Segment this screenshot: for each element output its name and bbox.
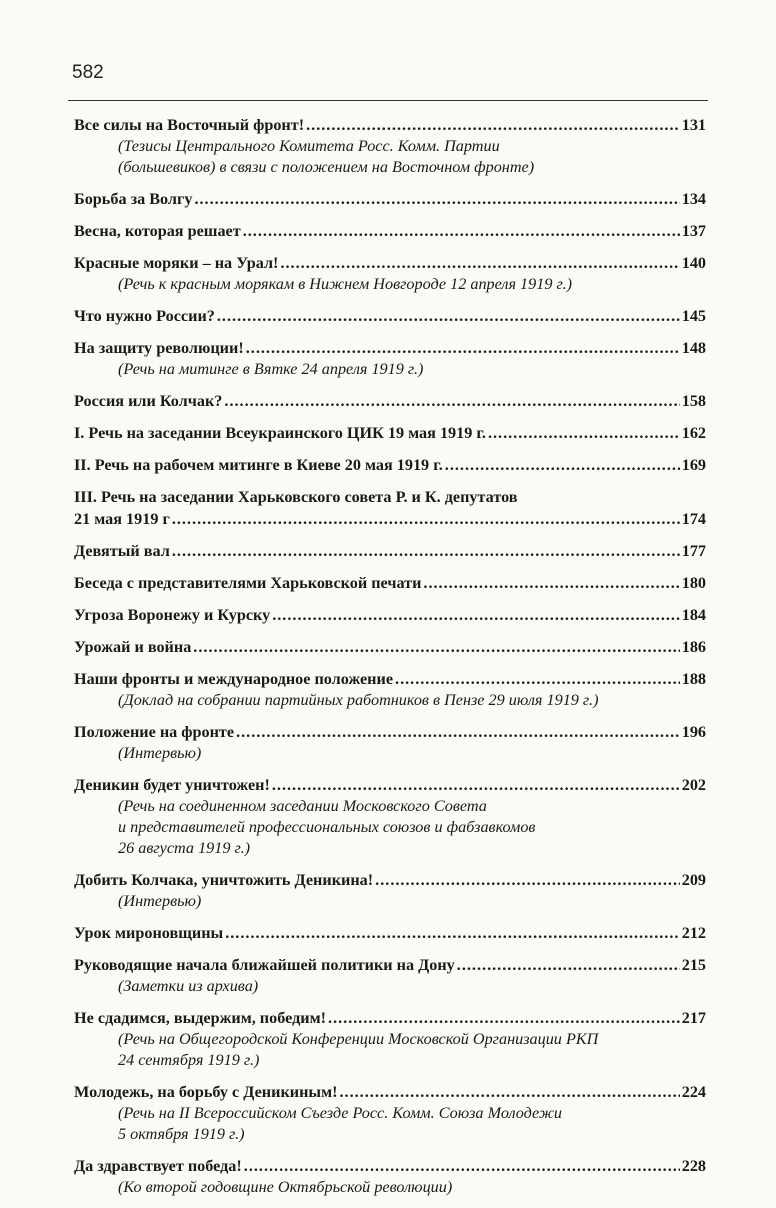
toc-entry <box>74 305 706 327</box>
toc-entry-description-line: (большевиков) в связи с положением на Восточном фронте) <box>118 158 535 176</box>
toc-entry <box>74 1155 706 1198</box>
dot-leader <box>217 305 680 327</box>
toc-entry-page: 202 <box>681 776 706 794</box>
toc-entry <box>74 454 706 476</box>
toc-entry-line <box>74 604 706 626</box>
toc-entry-description-line: (Доклад на собрании партийных работников в Пензе 29 июля 1919 г.) <box>118 691 599 709</box>
dot-leader <box>272 774 680 796</box>
toc-entry-description-line: (Интервью) <box>118 744 202 762</box>
toc-entry-title-line: III. Речь на заседании Харьковского совета Р. и К. депутатов <box>74 488 518 506</box>
toc-entry-title: II. Речь на рабочем митинге в Киеве 20 мая 1919 г. <box>74 456 443 474</box>
dot-leader <box>328 1007 680 1029</box>
toc-entry <box>74 721 706 764</box>
toc-entry-description <box>74 1177 706 1198</box>
toc-entry <box>74 337 706 380</box>
toc-entry <box>74 252 706 295</box>
toc-entry-page: 224 <box>681 1083 706 1101</box>
toc-entry-page: 196 <box>681 723 706 741</box>
toc-entry-line <box>74 869 706 891</box>
header-rule <box>68 100 708 101</box>
toc-entry-line <box>74 922 706 944</box>
toc-entry-line <box>74 188 706 210</box>
toc-entry-description-line: (Интервью) <box>118 892 202 910</box>
toc-entry-page: 145 <box>681 307 706 325</box>
dot-leader <box>172 540 680 562</box>
toc-entry-description <box>74 1103 706 1145</box>
dot-leader <box>423 572 679 594</box>
toc-entry-description <box>74 796 706 859</box>
dot-leader <box>246 337 680 359</box>
toc-entry-description-line: 5 октября 1919 г.) <box>118 1125 245 1143</box>
dot-leader <box>272 604 680 626</box>
toc-entry-title: Все силы на Восточный фронт! <box>74 116 305 134</box>
toc-entry <box>74 1081 706 1145</box>
toc-entry-line <box>74 454 706 476</box>
toc-entry-description <box>74 274 706 295</box>
toc-entry <box>74 220 706 242</box>
toc-entry <box>74 604 706 626</box>
toc-entry-page: 140 <box>681 254 706 272</box>
toc-entry-page: 228 <box>681 1157 706 1175</box>
toc-entry-page: 131 <box>681 116 706 134</box>
toc-entry-title: 21 мая 1919 г <box>74 510 170 528</box>
toc-entry-description <box>74 359 706 380</box>
dot-leader <box>236 721 680 743</box>
toc-entry <box>74 188 706 210</box>
toc-entry-page: 158 <box>681 392 706 410</box>
toc-entry <box>74 636 706 658</box>
toc-entry-line <box>74 572 706 594</box>
toc-entry-title: На защиту революции! <box>74 339 244 357</box>
toc-entry-line <box>74 220 706 242</box>
toc-entry-page: 148 <box>681 339 706 357</box>
dot-leader <box>193 636 679 658</box>
dot-leader <box>339 1081 679 1103</box>
toc-entry-page: 188 <box>681 670 706 688</box>
toc-entry-line <box>74 114 706 136</box>
toc-entry-description <box>74 690 706 711</box>
toc-entry-line <box>74 540 706 562</box>
dot-leader <box>488 422 680 444</box>
toc-entry-line <box>74 1007 706 1029</box>
dot-leader <box>280 252 679 274</box>
toc-entry-title: Добить Колчака, уничтожить Деникина! <box>74 871 374 889</box>
toc-entry-line <box>74 390 706 412</box>
dot-leader <box>194 188 679 210</box>
dot-leader <box>375 869 680 891</box>
toc-entry-line <box>74 721 706 743</box>
toc-entry <box>74 869 706 912</box>
toc-entry-description-line: (Речь на II Всероссийском Съезде Росс. Комм. Союза Молодежи <box>118 1104 562 1122</box>
toc-entry-line <box>74 1155 706 1177</box>
toc-entry-title: Россия или Колчак? <box>74 392 223 410</box>
dot-leader <box>172 508 680 530</box>
toc-entry-description-line: 26 августа 1919 г.) <box>118 839 251 857</box>
toc-entry <box>74 486 706 530</box>
toc-entry-description-line: (Речь на соединенном заседании Московского Совета <box>118 797 487 815</box>
toc-entry-line <box>74 305 706 327</box>
toc-entry-page: 209 <box>681 871 706 889</box>
toc-entry-description-line: и представителей профессиональных союзов и фабзавкомов <box>118 818 536 836</box>
toc-entry-page: 212 <box>681 924 706 942</box>
page-number: 582 <box>72 62 104 83</box>
toc-entry-title: Борьба за Волгу <box>74 190 193 208</box>
toc-entry-line <box>74 1081 706 1103</box>
toc-entry-line <box>74 422 706 444</box>
toc-entry <box>74 1007 706 1071</box>
toc-entry-title: Наши фронты и международное положение <box>74 670 394 688</box>
toc-entry <box>74 114 706 178</box>
dot-leader <box>224 390 679 412</box>
toc-entry-description-line: (Речь на митинге в Вятке 24 апреля 1919 г.) <box>118 360 424 378</box>
toc-entry-description <box>74 1029 706 1071</box>
toc-entry-title: Что нужно России? <box>74 307 215 325</box>
dot-leader <box>225 922 680 944</box>
toc-entry-title: Не сдадимся, выдержим, победим! <box>74 1009 327 1027</box>
toc-entry-page: 180 <box>681 574 706 592</box>
dot-leader <box>306 114 680 136</box>
toc-entry-description <box>74 743 706 764</box>
toc-entry-description-line: (Речь к красным морякам в Нижнем Новгороде 12 апреля 1919 г.) <box>118 275 573 293</box>
toc-entry-description-line: (Тезисы Центрального Комитета Росс. Комм. Партии <box>118 137 500 155</box>
toc-entry-line <box>74 636 706 658</box>
toc-entry-line <box>74 508 706 530</box>
table-of-contents <box>74 114 706 1208</box>
dot-leader <box>244 1155 680 1177</box>
toc-entry <box>74 422 706 444</box>
toc-entry-page: 186 <box>681 638 706 656</box>
toc-entry-description <box>74 976 706 997</box>
toc-entry-page: 177 <box>681 542 706 560</box>
toc-entry-title: Урожай и война <box>74 638 192 656</box>
dot-leader <box>445 454 680 476</box>
toc-entry-line <box>74 954 706 976</box>
toc-entry-description <box>74 136 706 178</box>
toc-entry <box>74 390 706 412</box>
toc-entry-title: Беседа с представителями Харьковской печати <box>74 574 422 592</box>
toc-entry <box>74 572 706 594</box>
dot-leader <box>243 220 680 242</box>
toc-entry-line <box>74 774 706 796</box>
toc-entry-line <box>74 668 706 690</box>
toc-entry <box>74 540 706 562</box>
toc-entry-description-line: (Ко второй годовщине Октябрьской революции) <box>118 1178 453 1196</box>
toc-entry-description-line: (Речь на Общегородской Конференции Московской Организации РКП <box>118 1030 599 1048</box>
toc-entry-page: 134 <box>681 190 706 208</box>
toc-entry-title: Угроза Воронежу и Курску <box>74 606 271 624</box>
toc-entry-page: 162 <box>681 424 706 442</box>
toc-entry-line <box>74 252 706 274</box>
toc-entry-page: 184 <box>681 606 706 624</box>
toc-entry <box>74 922 706 944</box>
toc-entry-page: 174 <box>681 510 706 528</box>
toc-entry-description-line: 24 сентября 1919 г.) <box>118 1051 260 1069</box>
toc-entry <box>74 668 706 711</box>
dot-leader <box>395 668 680 690</box>
toc-entry-page: 215 <box>681 956 706 974</box>
toc-entry-title: Деникин будет уничтожен! <box>74 776 270 794</box>
toc-entry-title: Положение на фронте <box>74 723 235 741</box>
toc-entry-description-line: (Заметки из архива) <box>118 977 259 995</box>
toc-entry-line <box>74 337 706 359</box>
toc-entry-title: Руководящие начала ближайшей политики на Дону <box>74 956 455 974</box>
toc-entry-page: 137 <box>681 222 706 240</box>
toc-entry-title: I. Речь на заседании Всеукраинского ЦИК 19 мая 1919 г. <box>74 424 486 442</box>
toc-entry-title: Молодежь, на борьбу с Деникиным! <box>74 1083 338 1101</box>
toc-entry-page: 169 <box>681 456 706 474</box>
toc-entry-title: Весна, которая решает <box>74 222 241 240</box>
toc-entry-title: Девятый вал <box>74 542 170 560</box>
toc-entry <box>74 774 706 859</box>
toc-entry-page: 217 <box>681 1009 706 1027</box>
toc-entry-title: Да здравствует победа! <box>74 1157 242 1175</box>
toc-entry-title: Красные моряки – на Урал! <box>74 254 279 272</box>
toc-entry-description <box>74 891 706 912</box>
dot-leader <box>457 954 680 976</box>
toc-entry <box>74 954 706 997</box>
toc-entry-title: Урок мироновщины <box>74 924 224 942</box>
